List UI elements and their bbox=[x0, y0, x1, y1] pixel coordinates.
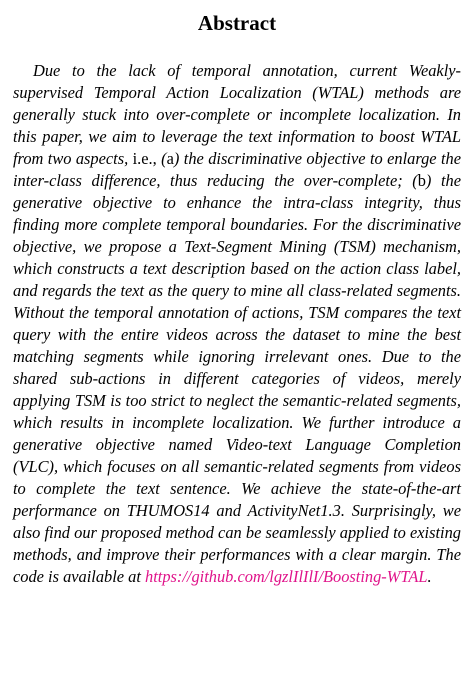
abstract-text-part-1: Due to the lack of temporal annotation, current Weakly-supervised Temporal Action Localization (WTAL) methods are generally stuck into over-complete or incomplete localization. In this paper, we aim to leverage the text information to boost WTAL from two aspects, bbox=[13, 61, 461, 168]
abstract-paragraph bbox=[13, 60, 461, 588]
abstract-text-part-4: ) the generative objective to enhance the intra-class integrity, thus finding more complete temporal boundaries. For the discriminative objective, we propose a Text-Segment Mining (TSM) mechanism, which constructs a text description based on the action class label, and regards the text as the query to mine all class-related segments. Without the temporal annotation of actions, TSM compares the text query with the entire videos across the dataset to mine the best matching segments while ignoring irrelevant ones. Due to the shared sub-actions in different categories of videos, merely applying TSM is too strict to neglect the semantic-related segments, which results in incomplete localization. We further introduce a generative objective named Video-text Language Completion (VLC), which focuses on all semantic-related segments from videos to complete the text sentence. We achieve the state-of-the-art performance on THUMOS14 and ActivityNet1.3. Surprisingly, we also find our proposed method can be seamlessly applied to existing methods, and improve their performances with a clear margin. The code is available at bbox=[13, 171, 461, 586]
section-heading: Abstract bbox=[197, 11, 277, 35]
ie-abbreviation: i.e., bbox=[132, 149, 157, 168]
enum-marker-a: a bbox=[166, 149, 174, 168]
abstract-text-end: . bbox=[427, 567, 432, 586]
code-repository-link[interactable]: https://github.com/lgzlIlIlI/Boosting-WTAL bbox=[145, 567, 428, 586]
abstract-text-part-2: ( bbox=[156, 149, 167, 168]
enum-marker-b: b bbox=[417, 171, 426, 190]
abstract-text-part-3: ) the discriminative objective to enlarge the inter-class difference, thus reducing the over-complete; ( bbox=[13, 149, 461, 190]
